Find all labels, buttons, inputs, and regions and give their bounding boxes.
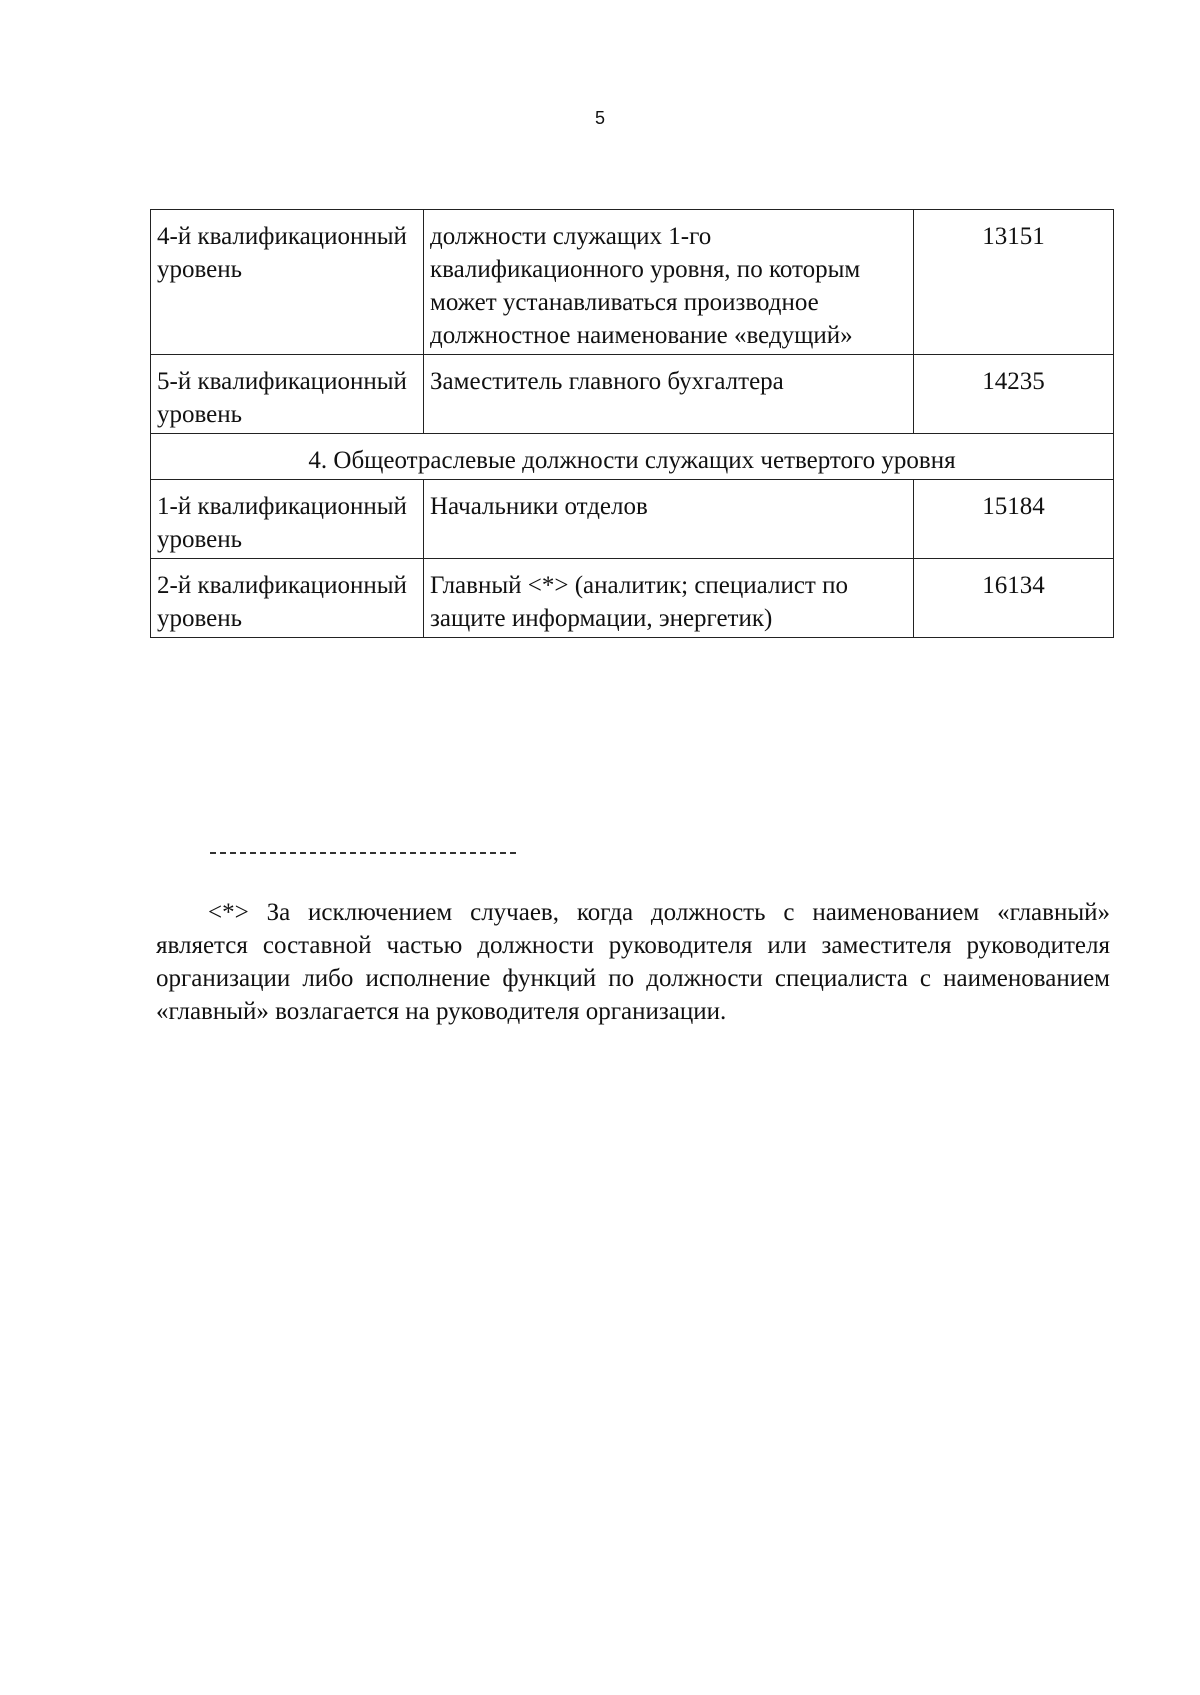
table-row — [151, 559, 1114, 638]
position-cell: Заместитель главного бухгалтера — [424, 355, 914, 434]
page-number: 5 — [594, 108, 605, 128]
footnote-separator — [210, 852, 516, 854]
salary-table — [150, 209, 1114, 638]
footnote-text: <*> За исключением случаев, когда должность с наименованием «главный» является составной частью должности руководителя или заместителя руководителя организации либо исполнение функций по должности специалиста с наименованием «главный» возлагается на руководителя организации. — [156, 899, 1110, 1025]
position-cell: Начальники отделов — [424, 480, 914, 559]
section-heading: 4. Общеотраслевые должности служащих четвертого уровня — [151, 434, 1114, 480]
qualification-level-cell: 5-й квалификационный уровень — [151, 355, 424, 434]
table-row — [151, 210, 1114, 355]
salary-amount-cell: 15184 — [914, 480, 1114, 559]
position-cell: Главный <*> (аналитик; специалист по защите информации, энергетик) — [424, 559, 914, 638]
table-row — [151, 355, 1114, 434]
qualification-level-cell: 1-й квалификационный уровень — [151, 480, 424, 559]
salary-amount-cell: 16134 — [914, 559, 1114, 638]
section-heading-row — [151, 434, 1114, 480]
qualification-level-cell: 2-й квалификационный уровень — [151, 559, 424, 638]
position-cell: должности служащих 1-го квалификационного уровня, по которым может устанавливаться производное должностное наименование «ведущий» — [424, 210, 914, 355]
salary-amount-cell: 14235 — [914, 355, 1114, 434]
qualification-level-cell: 4-й квалификационный уровень — [151, 210, 424, 355]
salary-amount-cell: 13151 — [914, 210, 1114, 355]
table-row — [151, 480, 1114, 559]
